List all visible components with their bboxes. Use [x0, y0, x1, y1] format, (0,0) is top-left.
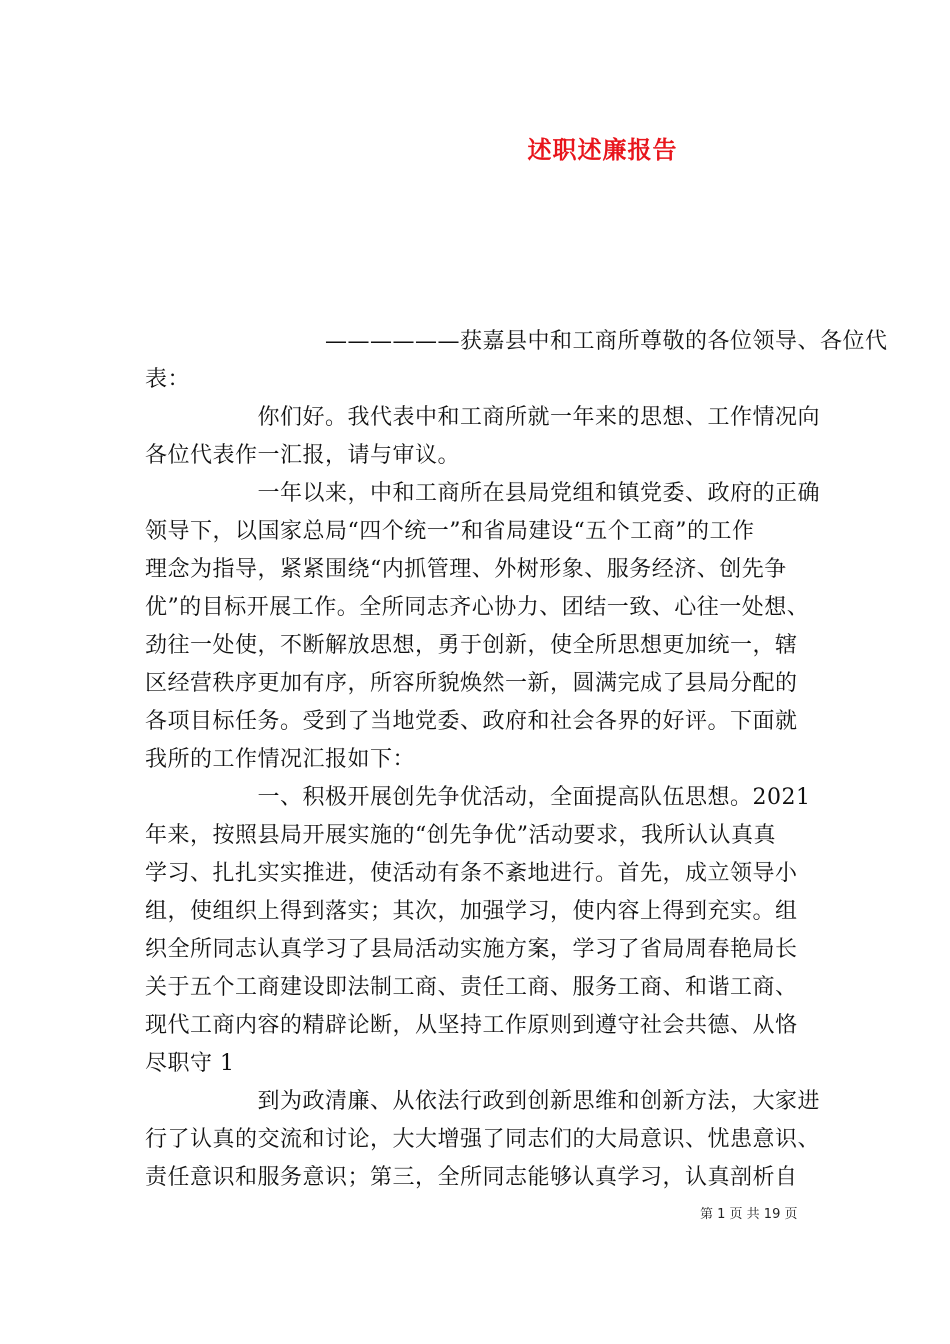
text-line: 区经营秩序更加有序，所容所貌焕然一新，圆满完成了县局分配的: [145, 671, 798, 696]
text-line: 我所的工作情况汇报如下：: [145, 747, 416, 772]
text-line: 劲往一处使，不断解放思想，勇于创新，使全所思想更加统一，辖: [145, 633, 798, 658]
document-body: [145, 323, 888, 1197]
text-line: 组，使组织上得到落实；其次，加强学习，使内容上得到充实。组: [145, 899, 798, 924]
text-line: 优”的目标开展工作。全所同志齐心协力、团结一致、心往一处想、: [145, 595, 810, 620]
text-line: ——————获嘉县中和工商所尊敬的各位领导、各位代: [145, 329, 888, 354]
text-line: 一年以来，中和工商所在县局党组和镇党委、政府的正确: [145, 481, 821, 506]
text-line: 尽职守 1: [145, 1051, 235, 1076]
text-line: 行了认真的交流和讨论，大大增强了同志们的大局意识、忧患意识、: [145, 1127, 821, 1152]
text-line: 织全所同志认真学习了县局活动实施方案，学习了省局周春艳局长: [145, 937, 798, 962]
document-title: 述职述廉报告: [527, 135, 678, 164]
page-indicator: 第 1 页 共 19 页: [700, 1207, 798, 1222]
text-line: 学习、扎扎实实推进，使活动有条不紊地进行。首先，成立领导小: [145, 861, 798, 886]
text-line: 各项目标任务。受到了当地党委、政府和社会各界的好评。下面就: [145, 709, 798, 734]
text-line: 一、积极开展创先争优活动，全面提高队伍思想。2021: [145, 785, 811, 810]
text-line: 表：: [145, 367, 191, 392]
text-line: 责任意识和服务意识；第三，全所同志能够认真学习，认真剖析自: [145, 1165, 798, 1190]
text-line: 到为政清廉、从依法行政到创新思维和创新方法，大家进: [145, 1089, 821, 1114]
text-line: 领导下，以国家总局“四个统一”和省局建设“五个工商”的工作: [145, 519, 755, 544]
text-line: 理念为指导，紧紧围绕“内抓管理、外树形象、服务经济、创先争: [145, 557, 787, 582]
text-line: 各位代表作一汇报，请与审议。: [145, 443, 461, 468]
text-line: 年来，按照县局开展实施的“创先争优”活动要求，我所认认真真: [145, 823, 776, 848]
text-line: 现代工商内容的精辟论断，从坚持工作原则到遵守社会共德、从恪: [145, 1013, 798, 1038]
text-line: 关于五个工商建设即法制工商、责任工商、服务工商、和谐工商、: [145, 975, 798, 1000]
text-line: 你们好。我代表中和工商所就一年来的思想、工作情况向: [145, 405, 821, 430]
